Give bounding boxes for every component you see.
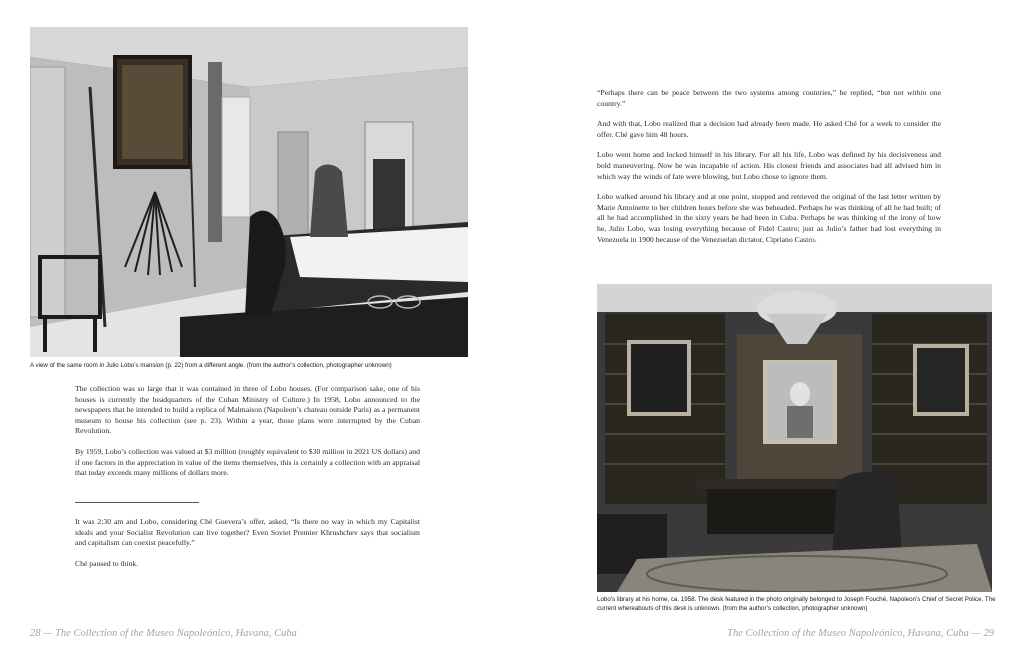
quote-end: one country.” — [597, 88, 941, 108]
left-body-text — [75, 384, 420, 489]
left-paragraph-4: Ché paused to think. — [75, 558, 139, 568]
quote-emphasis: within — [907, 88, 927, 97]
bedroom-photo-caption: A view of the same room in Julio Lobo’s mansion (p. 22) from a different angle. (from the author’s collection, photographer unknown) — [30, 362, 392, 369]
right-paragraph-2: Lobo went home and locked himself in his library. For all his life, Lobo was defined by his decisiveness and bold maneuvering. Now he was incapable of action. His closest friends and associates had all advised him in which way the winds of fate were blowing, but Lobo chose to ignore them. — [597, 150, 941, 181]
left-body-text-after-rule — [75, 517, 420, 579]
right-body-text — [597, 88, 941, 255]
quote-start: “Perhaps there can be peace between the two systems among countries,” he replied, “but not — [597, 88, 908, 97]
library-photo — [597, 284, 992, 592]
right-page — [512, 0, 1024, 668]
right-paragraph-1: And with that, Lobo realized that a decision had already been made. He asked Ché for a week to consider the offer. Ché gave him 48 hours. — [597, 119, 941, 139]
right-page-footer: The Collection of the Museo Napoleónico, Havana, Cuba — 29 — [727, 628, 994, 639]
left-paragraph-3: It was 2:30 am and Lobo, considering Ché Guevera’s offer, asked, “Is there no way in which my Capitalist ideals and your Socialist Revolution can live together? Even Soviet Premier Khrushchev says that socialism and capitalism can coexist peacefully.” — [75, 517, 420, 548]
left-paragraph-1: The collection was so large that it was contained in three of Lobo houses. (For comparison sake, one of his houses is currently the headquarters of the Cuban Ministry of Culture.) In 1958, Lobo announced to the newspapers that he intended to build a replica of Malmaison (Napoleon’s chateau outside Paris) as a permanent museum to house his collection (see p. 23). Within a year, those plans were interrupted by the Cuban Revolution. — [75, 384, 420, 436]
section-divider — [75, 502, 199, 503]
right-paragraph-3: Lobo walked around his library and at one point, stopped and retrieved the original of the last letter written by Marie Antoinette to her children hours before she was beheaded. Perhaps he was thinking of all he had built; of all he had accomplished in the sixty years he had been in Cuba. Perhaps he was thinking of the irony of how he, Julio Lobo, was losing everything because of Fidel Castro; just as Julio’s father had lost everything in Venezuela in 1900 because of the Venezuelan dictator, Cipriano Castro. — [597, 192, 941, 244]
bedroom-photo — [30, 27, 468, 357]
right-paragraph-quote — [597, 88, 941, 109]
left-paragraph-2: By 1959, Lobo’s collection was valued at $3 million (roughly equivalent to $30 million in 2021 US dollars) and if one factors in the appreciation in value of the items themselves, this is certainly a collection with an appraisal that today exceeds many millions of dollars more. — [75, 446, 420, 478]
library-photo-caption: Lobo’s library at his home, ca. 1958. The desk featured in the photo originally belonged to Joseph Fouché, Napoleon’s Chief of Secret Police. The current whereabouts of this desk is unknown. (from the author’s collection, photographer unknown) — [597, 596, 996, 612]
left-page-footer: 28 — The Collection of the Museo Napoleónico, Havana, Cuba — [30, 628, 297, 639]
